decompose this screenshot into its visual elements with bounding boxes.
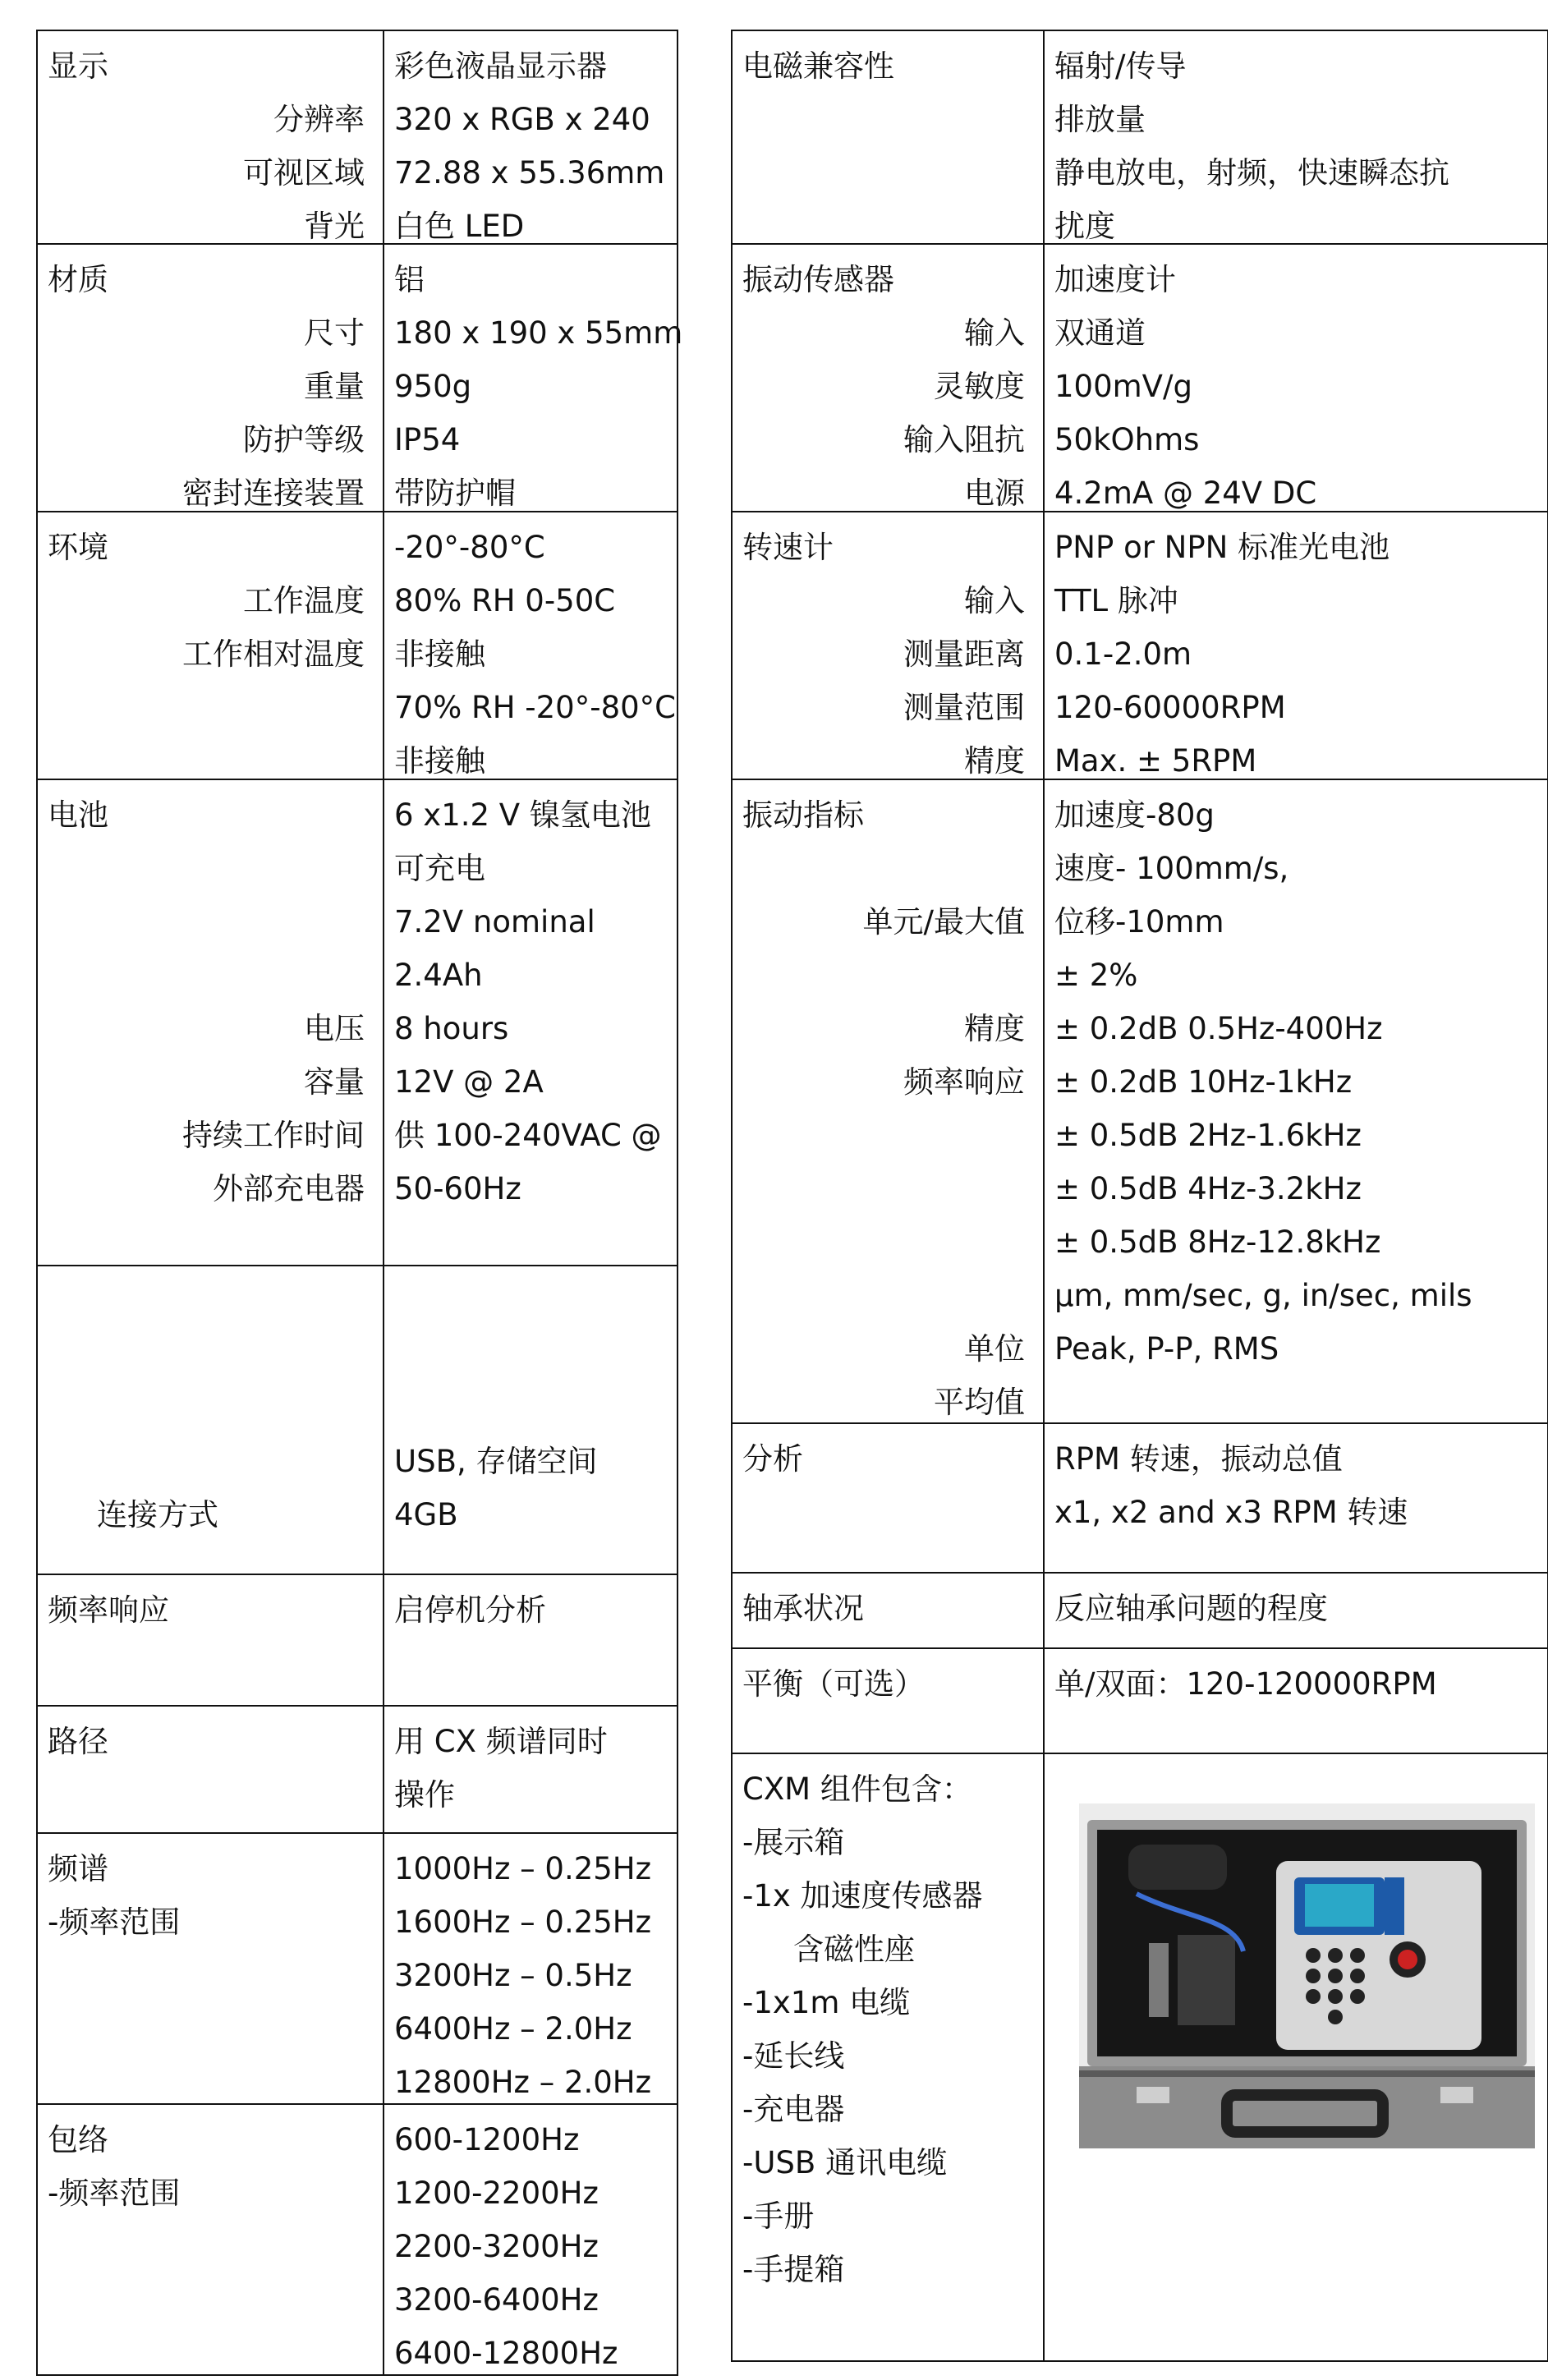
table-row xyxy=(733,512,1547,780)
spec-value: ± 2% xyxy=(1054,958,1138,993)
spec-value: RPM 转速，振动总值 xyxy=(1054,1441,1343,1477)
spec-value: 70% RH -20°-80°C xyxy=(394,690,676,725)
spec-value: 反应轴承问题的程度 xyxy=(1054,1591,1328,1626)
spec-value: 双通道 xyxy=(1054,315,1146,351)
table-row xyxy=(733,1754,1547,2362)
table-row xyxy=(733,1574,1547,1649)
spec-heading: 环境 xyxy=(48,530,108,565)
spec-label: 分辨率 xyxy=(273,102,365,137)
table-row xyxy=(38,512,677,780)
spec-label: 平均值 xyxy=(934,1385,1025,1420)
spec-label: 连接方式 xyxy=(97,1497,218,1532)
spec-value: 600-1200Hz xyxy=(394,2122,580,2157)
spec-label: 工作相对温度 xyxy=(182,636,365,672)
spec-value: 排放量 xyxy=(1054,102,1146,137)
spec-labels xyxy=(733,1649,1045,1753)
spec-value: µm, mm/sec, g, in/sec, mils xyxy=(1054,1278,1472,1313)
spec-label: 频率响应 xyxy=(903,1064,1025,1100)
kit-item: -展示箱 xyxy=(742,1825,845,1860)
spec-value: 8 hours xyxy=(394,1011,509,1046)
spec-labels xyxy=(38,1575,384,1705)
spec-value: 12800Hz – 2.0Hz xyxy=(394,2065,652,2100)
spec-label xyxy=(48,895,373,949)
spec-value xyxy=(394,1275,667,1328)
table-row xyxy=(38,1834,677,2105)
spec-value: 3200Hz – 0.5Hz xyxy=(394,1958,632,1993)
spec-label: 容量 xyxy=(304,1064,365,1100)
spec-label: 背光 xyxy=(304,209,365,244)
spec-values xyxy=(1045,1649,1547,1753)
spec-label: 输入 xyxy=(964,583,1025,618)
spec-value: 3200-6400Hz xyxy=(394,2282,599,2318)
spec-value: 彩色液晶显示器 xyxy=(394,48,607,84)
spec-values xyxy=(1045,1574,1547,1647)
spec-labels xyxy=(733,1424,1045,1572)
spec-heading: 转速计 xyxy=(742,530,834,565)
spec-value: ± 0.2dB 0.5Hz-400Hz xyxy=(1054,1011,1383,1046)
spec-value: 7.2V nominal xyxy=(394,904,595,940)
spec-heading: 频谱 xyxy=(48,1851,108,1886)
spec-value: 1000Hz – 0.25Hz xyxy=(394,1851,652,1886)
spec-value: 速度- 100mm/s, xyxy=(1054,851,1289,886)
table-row xyxy=(38,2105,677,2376)
spec-label xyxy=(742,842,1033,895)
table-row xyxy=(38,1266,677,1575)
spec-value: 100mV/g xyxy=(1054,369,1192,404)
spec-heading: 振动传感器 xyxy=(742,262,894,297)
spec-label: 测量距离 xyxy=(903,636,1025,672)
spec-label xyxy=(48,1435,373,1488)
spec-label: 单元/最大值 xyxy=(862,904,1025,940)
spec-value: 带防护帽 xyxy=(394,476,516,511)
spec-values xyxy=(384,1834,677,2103)
spec-value xyxy=(394,1328,667,1381)
table-row xyxy=(733,1649,1547,1754)
spec-heading: 频率响应 xyxy=(48,1592,169,1628)
spec-value: 6 x1.2 V 镍氢电池 xyxy=(394,797,651,833)
spec-value: -20°-80°C xyxy=(394,530,545,565)
spec-heading: 平衡（可选） xyxy=(742,1666,925,1702)
spec-value: Peak, P-P, RMS xyxy=(1054,1331,1279,1367)
spec-value: 1200-2200Hz xyxy=(394,2176,599,2211)
spec-label xyxy=(742,1215,1033,1269)
spec-label xyxy=(742,1109,1033,1162)
spec-labels xyxy=(38,2105,384,2374)
table-row xyxy=(38,245,683,512)
spec-value: 扰度 xyxy=(1054,209,1115,244)
spec-label: 输入 xyxy=(964,315,1025,351)
spec-labels xyxy=(38,31,384,243)
spec-label: 密封连接装置 xyxy=(182,476,365,511)
kit-item: -USB 通讯电缆 xyxy=(742,2145,948,2180)
spec-value: 非接触 xyxy=(394,636,485,672)
spec-value: 320 x RGB x 240 xyxy=(394,102,650,137)
table-row xyxy=(733,780,1547,1424)
kit-heading: CXM 组件包含： xyxy=(742,1771,972,1807)
spec-label xyxy=(48,1275,373,1328)
spec-heading: 振动指标 xyxy=(742,797,864,833)
spec-value: 4GB xyxy=(394,1497,458,1532)
spec-value: 0.1-2.0m xyxy=(1054,636,1192,672)
spec-value: ± 0.2dB 10Hz-1kHz xyxy=(1054,1064,1353,1100)
spec-value: 供 100-240VAC @ xyxy=(394,1118,662,1153)
spec-label xyxy=(742,1162,1033,1215)
spec-value: 辐射/传导 xyxy=(1054,48,1187,84)
spec-value: 静电放电，射频，快速瞬态抗 xyxy=(1054,155,1449,191)
spec-value: x1, x2 and x3 RPM 转速 xyxy=(1054,1495,1408,1530)
kit-photo-cell xyxy=(1045,1754,1547,2360)
spec-values xyxy=(1045,1424,1547,1572)
spec-label xyxy=(48,949,373,1002)
spec-value: 2200-3200Hz xyxy=(394,2229,599,2264)
table-row xyxy=(38,1707,677,1834)
spec-value: 12V @ 2A xyxy=(394,1064,544,1100)
spec-labels xyxy=(733,1574,1045,1647)
spec-value: 120-60000RPM xyxy=(1054,690,1286,725)
spec-values xyxy=(1045,512,1547,779)
spec-label: 重量 xyxy=(304,369,365,404)
spec-label: 精度 xyxy=(964,743,1025,779)
spec-heading: 包络 xyxy=(48,2122,108,2157)
spec-label: 精度 xyxy=(964,1011,1025,1046)
spec-values xyxy=(384,512,677,779)
spec-labels xyxy=(733,780,1045,1422)
kit-item: -1x1m 电缆 xyxy=(742,1985,911,2020)
spec-value: IP54 xyxy=(394,422,461,457)
spec-labels xyxy=(733,512,1045,779)
spec-value: 180 x 190 x 55mm xyxy=(394,315,683,351)
spec-labels xyxy=(38,245,384,511)
spec-labels xyxy=(38,512,384,779)
table-row xyxy=(38,780,677,1266)
spec-label: 单位 xyxy=(964,1331,1025,1367)
spec-values xyxy=(1045,245,1547,511)
spec-labels xyxy=(38,1707,384,1832)
spec-value: 50-60Hz xyxy=(394,1171,521,1206)
spec-value: 1600Hz – 0.25Hz xyxy=(394,1904,652,1940)
table-row xyxy=(38,31,677,245)
spec-heading: 轴承状况 xyxy=(742,1591,864,1626)
spec-heading: 电池 xyxy=(48,797,108,833)
spec-value: ± 0.5dB 4Hz-3.2kHz xyxy=(1054,1171,1362,1206)
spec-value xyxy=(394,1381,667,1435)
spec-value: 用 CX 频谱同时 xyxy=(394,1724,608,1759)
spec-heading: 路径 xyxy=(48,1724,108,1759)
spec-value: 单/双面：120-120000RPM xyxy=(1054,1666,1437,1702)
kit-contents-list xyxy=(733,1754,1045,2360)
spec-value: USB, 存储空间 xyxy=(394,1444,598,1479)
spec-label: 测量范围 xyxy=(903,690,1025,725)
left-spec-table xyxy=(36,30,683,2376)
spec-label: -频率范围 xyxy=(48,1904,181,1940)
spec-value: 可充电 xyxy=(394,851,485,886)
spec-heading: 材质 xyxy=(48,262,108,297)
kit-item: -手册 xyxy=(742,2199,815,2234)
spec-label: 外部充电器 xyxy=(213,1171,365,1206)
spec-value: 4.2mA @ 24V DC xyxy=(1054,476,1317,511)
spec-values xyxy=(384,31,677,243)
spec-value: 950g xyxy=(394,369,472,404)
table-row xyxy=(733,31,1547,245)
spec-label: 可视区域 xyxy=(243,155,365,191)
spec-values xyxy=(384,1575,677,1705)
spec-value: PNP or NPN 标准光电池 xyxy=(1054,530,1390,565)
spec-label: 输入阻抗 xyxy=(903,422,1025,457)
spec-label xyxy=(48,1328,373,1381)
spec-value: 6400Hz – 2.0Hz xyxy=(394,2011,632,2047)
spec-value: ± 0.5dB 2Hz-1.6kHz xyxy=(1054,1118,1362,1153)
spec-values xyxy=(1045,780,1547,1422)
spec-value: 80% RH 0-50C xyxy=(394,583,616,618)
spec-values xyxy=(384,1266,677,1574)
spec-labels xyxy=(38,1266,384,1574)
spec-values xyxy=(1045,31,1547,243)
kit-item: -充电器 xyxy=(742,2092,845,2127)
spec-label: 防护等级 xyxy=(243,422,365,457)
spec-value: 非接触 xyxy=(394,743,485,779)
spec-value: TTL 脉冲 xyxy=(1054,583,1178,618)
spec-value: 白色 LED xyxy=(394,209,525,244)
spec-label: 电压 xyxy=(304,1011,365,1046)
spec-label: -频率范围 xyxy=(48,2176,181,2211)
spec-labels xyxy=(733,31,1045,243)
spec-value: 50kOhms xyxy=(1054,422,1200,457)
spec-value: 启停机分析 xyxy=(394,1592,546,1628)
spec-labels xyxy=(38,1834,384,2103)
right-spec-table xyxy=(731,30,1548,2362)
spec-label: 持续工作时间 xyxy=(182,1118,365,1153)
spec-label xyxy=(48,842,373,895)
spec-label: 电源 xyxy=(964,476,1025,511)
spec-label: 尺寸 xyxy=(304,315,365,351)
spec-values xyxy=(384,245,683,511)
spec-heading: 分析 xyxy=(742,1441,803,1477)
spec-value: 加速度计 xyxy=(1054,262,1176,297)
spec-value: 加速度-80g xyxy=(1054,797,1215,833)
spec-value: 6400-12800Hz xyxy=(394,2336,618,2371)
spec-label: 灵敏度 xyxy=(934,369,1025,404)
spec-labels xyxy=(733,245,1045,511)
table-row xyxy=(38,1575,677,1707)
spec-heading: 显示 xyxy=(48,48,108,84)
table-row xyxy=(733,1424,1547,1574)
spec-values xyxy=(384,780,677,1265)
kit-item: -手提箱 xyxy=(742,2252,845,2287)
spec-value: 位移-10mm xyxy=(1054,904,1224,940)
spec-labels xyxy=(38,780,384,1265)
instrument-case-illustration xyxy=(1079,1803,1535,2148)
spec-value xyxy=(1054,1376,1537,1429)
spec-label xyxy=(742,1269,1033,1322)
spec-value: 操作 xyxy=(394,1777,455,1813)
spec-value: ± 0.5dB 8Hz-12.8kHz xyxy=(1054,1224,1381,1260)
spec-values xyxy=(384,2105,677,2374)
spec-value: 铝 xyxy=(394,262,425,297)
table-row xyxy=(733,245,1547,512)
spec-value: 2.4Ah xyxy=(394,958,483,993)
spec-label xyxy=(48,1381,373,1435)
spec-label xyxy=(742,949,1033,1002)
spec-value: Max. ± 5RPM xyxy=(1054,743,1257,779)
spec-heading: 电磁兼容性 xyxy=(742,48,894,84)
kit-item: 含磁性座 xyxy=(793,1932,915,1967)
kit-item: -延长线 xyxy=(742,2038,845,2074)
kit-item: -1x 加速度传感器 xyxy=(742,1878,983,1914)
spec-value: 72.88 x 55.36mm xyxy=(394,155,665,191)
spec-values xyxy=(384,1707,677,1832)
instrument-case-photo xyxy=(1079,1803,1535,2148)
spec-label: 工作温度 xyxy=(243,583,365,618)
